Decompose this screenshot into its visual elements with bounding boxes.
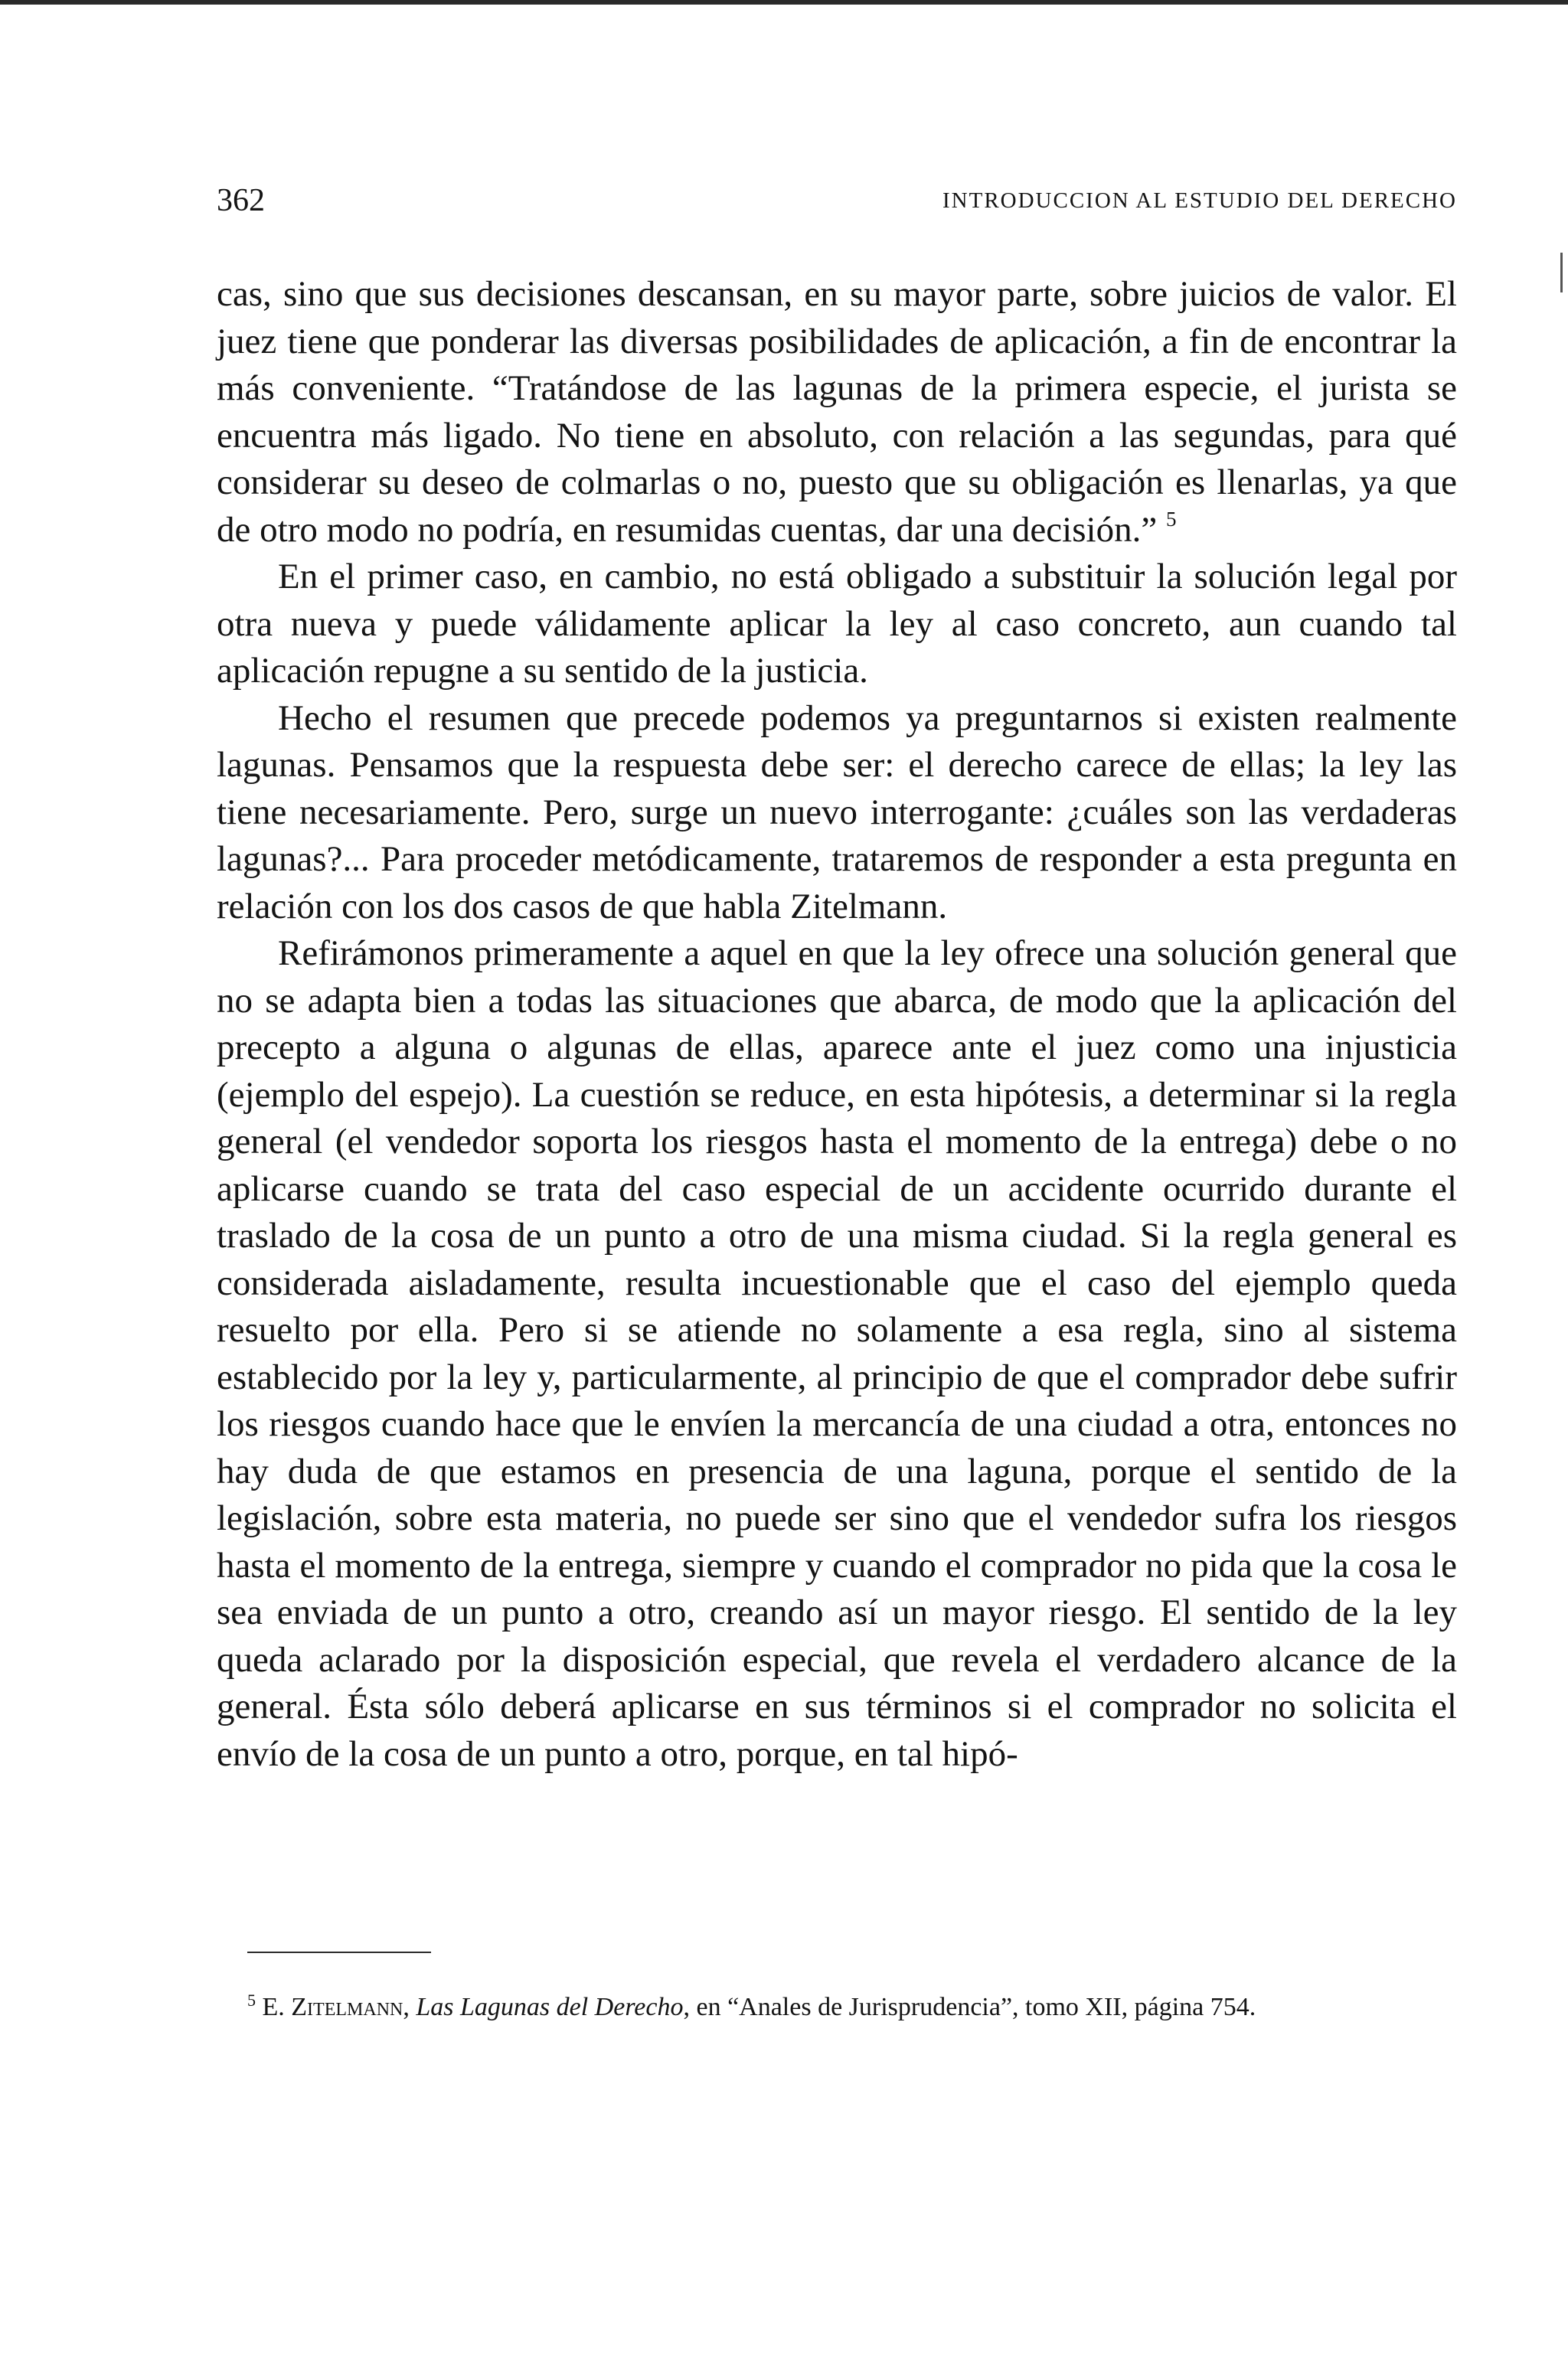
scan-edge-mark bbox=[1560, 253, 1563, 292]
footnote-initial: E. bbox=[262, 1993, 292, 2021]
running-head bbox=[217, 178, 1457, 224]
paragraph-continued bbox=[217, 271, 1457, 554]
paragraph: En el primer caso, en cambio, no está obligado a substituir la solución legal por otra nueva y puede válidamente aplicar la ley al caso concreto, aun cuando tal aplicación repugne a su sentido de la justicia. bbox=[217, 557, 1457, 691]
footnote-work-title: Las Lagunas del Derecho bbox=[416, 1993, 684, 2021]
footnote-mark: 5 bbox=[247, 1991, 256, 2010]
paragraph-text: cas, sino que sus decisiones descansan, en su mayor parte, sobre juicios de valor. El juez tiene que ponderar las diversas posibilidades de aplicación, a fin de encontrar la más conveniente. “Tratándose de las lagunas de la primera especie, el jurista se encuentra más ligado. No tiene en absoluto, con relación a las segundas, para qué considerar su deseo de colmarlas o no, puesto que su obligación es llenarlas, ya que de otro modo no podría, en resumidas cuentas, dar una decisión.” bbox=[217, 274, 1457, 550]
paragraph: Refirámonos primeramente a aquel en que la ley ofrece una solución general que no se adapta bien a todas las situaciones que abarca, de modo que la aplicación del precepto a alguna o algunas de ellas, aparece ante el juez como una injusticia (ejemplo del espejo). La cuestión se reduce, en esta hipótesis, a determinar si la regla general (el vendedor soporta los riesgos hasta el momento de la entrega) debe o no aplicarse cuando se trata del caso especial de un accidente ocurrido durante el traslado de la cosa de un punto a otro de una misma ciudad. Si la regla general es considerada aisladamente, resulta incuestionable que el caso del ejemplo queda resuelto por ella. Pero si se atiende no solamente a esa regla, sino al sistema establecido por la ley y, particularmente, al principio de que el comprador debe sufrir los riesgos cuando hace que le envíen la mercancía de una ciudad a otra, entonces no hay duda de que estamos en presencia de una laguna, porque el sentido de la legislación, sobre esta materia, no puede ser sino que el vendedor sufra los riesgos hasta el momento de la entrega, siempre y cuando el comprador no pida que la cosa le sea enviada de un punto a otro, creando así un mayor riesgo. El sentido de la ley queda aclarado por la disposición especial, que revela el verdadero alcance de la general. Ésta sólo deberá aplicarse en sus términos si el comprador no solicita el envío de la cosa de un punto a otro, porque, en tal hipó- bbox=[217, 933, 1457, 1774]
footnote-separator-text: , bbox=[403, 1993, 416, 2021]
page-number: 362 bbox=[217, 183, 265, 218]
footnote-reference: 5 bbox=[1165, 507, 1177, 531]
footnote-citation: , en “Anales de Jurisprudencia”, tomo XII, página 754. bbox=[683, 1993, 1256, 2021]
footnote-5 bbox=[217, 1991, 1457, 2024]
page-top-edge bbox=[0, 0, 1568, 5]
body-text bbox=[217, 271, 1457, 1778]
footnote-separator bbox=[247, 1952, 431, 1953]
paragraph: Hecho el resumen que precede podemos ya preguntarnos si existen realmente lagunas. Pensamos que la respuesta debe ser: el derecho carece de ellas; la ley las tiene necesariamente. Pero, surge un nuevo interrogante: ¿cuáles son las verdaderas lagunas?... Para proceder metódicamente, trataremos de responder a esta pregunta en relación con los dos casos de que habla Zitelmann. bbox=[217, 697, 1457, 926]
footnote bbox=[217, 1991, 1457, 2024]
footnote-author: Zitelmann bbox=[291, 1993, 403, 2021]
running-title: INTRODUCCION AL ESTUDIO DEL DERECHO bbox=[942, 188, 1457, 213]
